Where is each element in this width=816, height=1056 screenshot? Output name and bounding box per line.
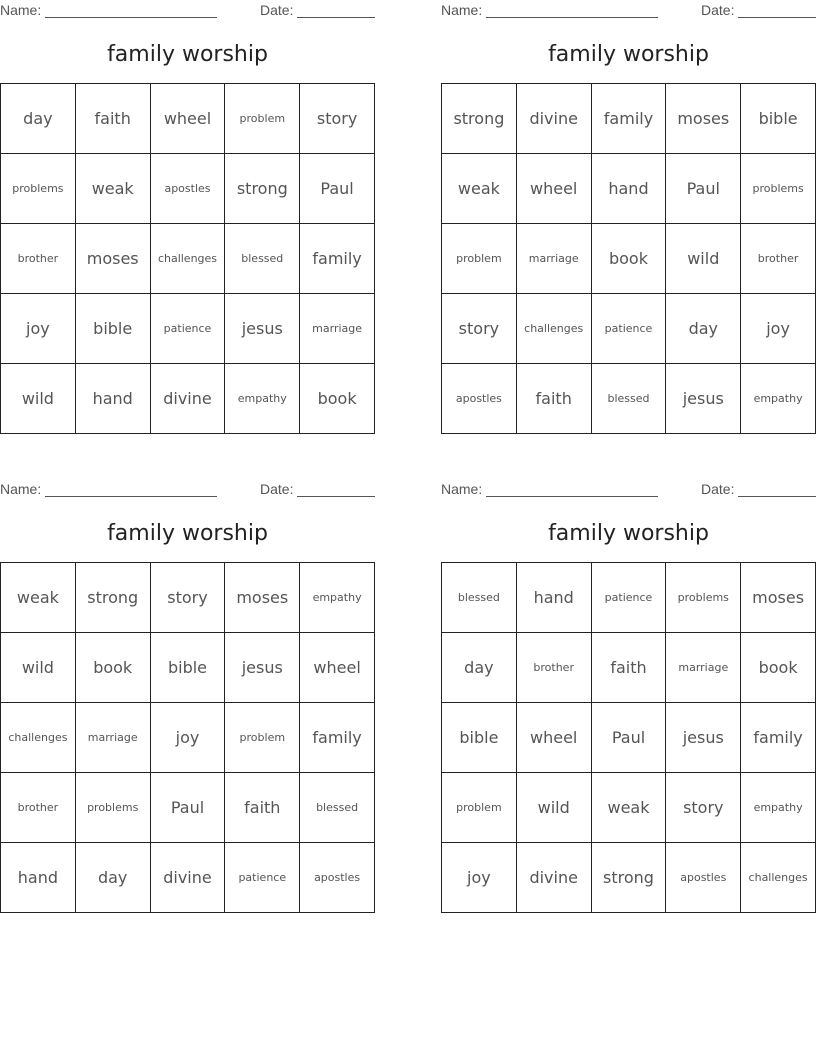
bingo-cell: story [442,294,517,364]
name-label: Name: [0,2,42,18]
bingo-cell: brother [517,633,592,703]
bingo-cell: problem [225,84,300,154]
bingo-cell: apostles [151,154,226,224]
date-field [260,2,375,18]
bingo-cell: bible [151,633,226,703]
bingo-cell: story [666,773,741,843]
bingo-cell: moses [741,563,816,633]
bingo-cell: moses [225,563,300,633]
bingo-grid [0,562,375,913]
bingo-cell: day [442,633,517,703]
bingo-cell: wild [1,364,76,434]
bingo-cell: challenges [1,703,76,773]
bingo-cell: faith [517,364,592,434]
bingo-cell: strong [225,154,300,224]
bingo-cell: brother [741,224,816,294]
bingo-cell: challenges [517,294,592,364]
name-line [486,484,658,497]
name-field [441,2,658,18]
bingo-cell: wild [517,773,592,843]
date-label: Date: [701,2,735,18]
name-line [486,5,658,18]
bingo-cell: patience [225,843,300,913]
name-field [0,2,217,18]
bingo-cell: strong [592,843,667,913]
card-title: family worship [107,521,268,546]
bingo-card [0,479,375,919]
bingo-cell: weak [1,563,76,633]
bingo-cell: brother [1,224,76,294]
name-label: Name: [0,481,42,497]
card-title: family worship [548,521,709,546]
bingo-cell: jesus [225,294,300,364]
bingo-cell: problems [666,563,741,633]
bingo-cell: apostles [442,364,517,434]
date-label: Date: [260,481,294,497]
bingo-card [0,0,375,440]
bingo-cell: family [300,224,375,294]
bingo-cell: blessed [592,364,667,434]
name-field [0,481,217,497]
bingo-cell: problems [741,154,816,224]
bingo-cell: hand [1,843,76,913]
bingo-cell: empathy [741,364,816,434]
card-header [441,2,816,20]
bingo-cell: family [592,84,667,154]
bingo-cell: jesus [225,633,300,703]
bingo-cell: hand [517,563,592,633]
bingo-cell: bible [741,84,816,154]
bingo-cell: Paul [151,773,226,843]
bingo-cell: blessed [442,563,517,633]
bingo-cell: joy [1,294,76,364]
bingo-cell: apostles [666,843,741,913]
bingo-cell: challenges [151,224,226,294]
bingo-cell: blessed [300,773,375,843]
bingo-cell: problems [76,773,151,843]
bingo-cell: strong [76,563,151,633]
bingo-cell: problem [442,773,517,843]
bingo-cell: family [741,703,816,773]
bingo-grid [0,83,375,434]
bingo-cell: weak [76,154,151,224]
bingo-cell: wheel [151,84,226,154]
bingo-cell: wheel [517,154,592,224]
bingo-cell: challenges [741,843,816,913]
bingo-cell: joy [442,843,517,913]
date-label: Date: [701,481,735,497]
bingo-card [441,0,816,440]
date-line [297,484,375,497]
bingo-cell: book [741,633,816,703]
bingo-cell: Paul [592,703,667,773]
bingo-cell: patience [151,294,226,364]
bingo-cell: weak [592,773,667,843]
bingo-cell: problems [1,154,76,224]
bingo-cell: patience [592,294,667,364]
bingo-cell: book [76,633,151,703]
date-field [260,481,375,497]
bingo-cell: divine [517,84,592,154]
bingo-cell: strong [442,84,517,154]
bingo-cell: Paul [666,154,741,224]
bingo-cell: marriage [517,224,592,294]
name-label: Name: [441,2,483,18]
bingo-cell: faith [225,773,300,843]
bingo-card [441,479,816,919]
bingo-cell: book [300,364,375,434]
bingo-cell: day [76,843,151,913]
card-header [0,481,375,499]
bingo-cell: apostles [300,843,375,913]
bingo-grid [441,83,816,434]
bingo-cell: empathy [225,364,300,434]
card-header [0,2,375,20]
bingo-cell: problem [225,703,300,773]
bingo-cell: marriage [76,703,151,773]
bingo-cell: wild [1,633,76,703]
bingo-cell: divine [517,843,592,913]
bingo-cell: wild [666,224,741,294]
bingo-cell: family [300,703,375,773]
bingo-cell: faith [76,84,151,154]
name-line [45,5,217,18]
bingo-cell: bible [76,294,151,364]
date-label: Date: [260,2,294,18]
card-header [441,481,816,499]
date-line [738,484,816,497]
bingo-cell: problem [442,224,517,294]
bingo-cell: marriage [666,633,741,703]
bingo-cell: bible [442,703,517,773]
bingo-cell: empathy [741,773,816,843]
bingo-cell: hand [76,364,151,434]
name-label: Name: [441,481,483,497]
bingo-cell: weak [442,154,517,224]
date-field [701,2,816,18]
bingo-cell: faith [592,633,667,703]
bingo-cell: jesus [666,703,741,773]
bingo-cell: hand [592,154,667,224]
bingo-cell: blessed [225,224,300,294]
bingo-cell: marriage [300,294,375,364]
bingo-cell: day [1,84,76,154]
bingo-cell: divine [151,843,226,913]
bingo-cell: book [592,224,667,294]
bingo-cell: story [300,84,375,154]
bingo-cell: wheel [517,703,592,773]
bingo-cell: joy [741,294,816,364]
bingo-cell: jesus [666,364,741,434]
bingo-cell: moses [666,84,741,154]
bingo-cell: wheel [300,633,375,703]
bingo-cell: patience [592,563,667,633]
card-title: family worship [548,42,709,67]
bingo-cell: Paul [300,154,375,224]
bingo-cell: joy [151,703,226,773]
card-title: family worship [107,42,268,67]
bingo-cell: moses [76,224,151,294]
name-line [45,484,217,497]
bingo-cell: empathy [300,563,375,633]
bingo-cell: story [151,563,226,633]
date-field [701,481,816,497]
bingo-cell: day [666,294,741,364]
bingo-cell: brother [1,773,76,843]
bingo-cell: divine [151,364,226,434]
date-line [297,5,375,18]
name-field [441,481,658,497]
bingo-grid [441,562,816,913]
date-line [738,5,816,18]
